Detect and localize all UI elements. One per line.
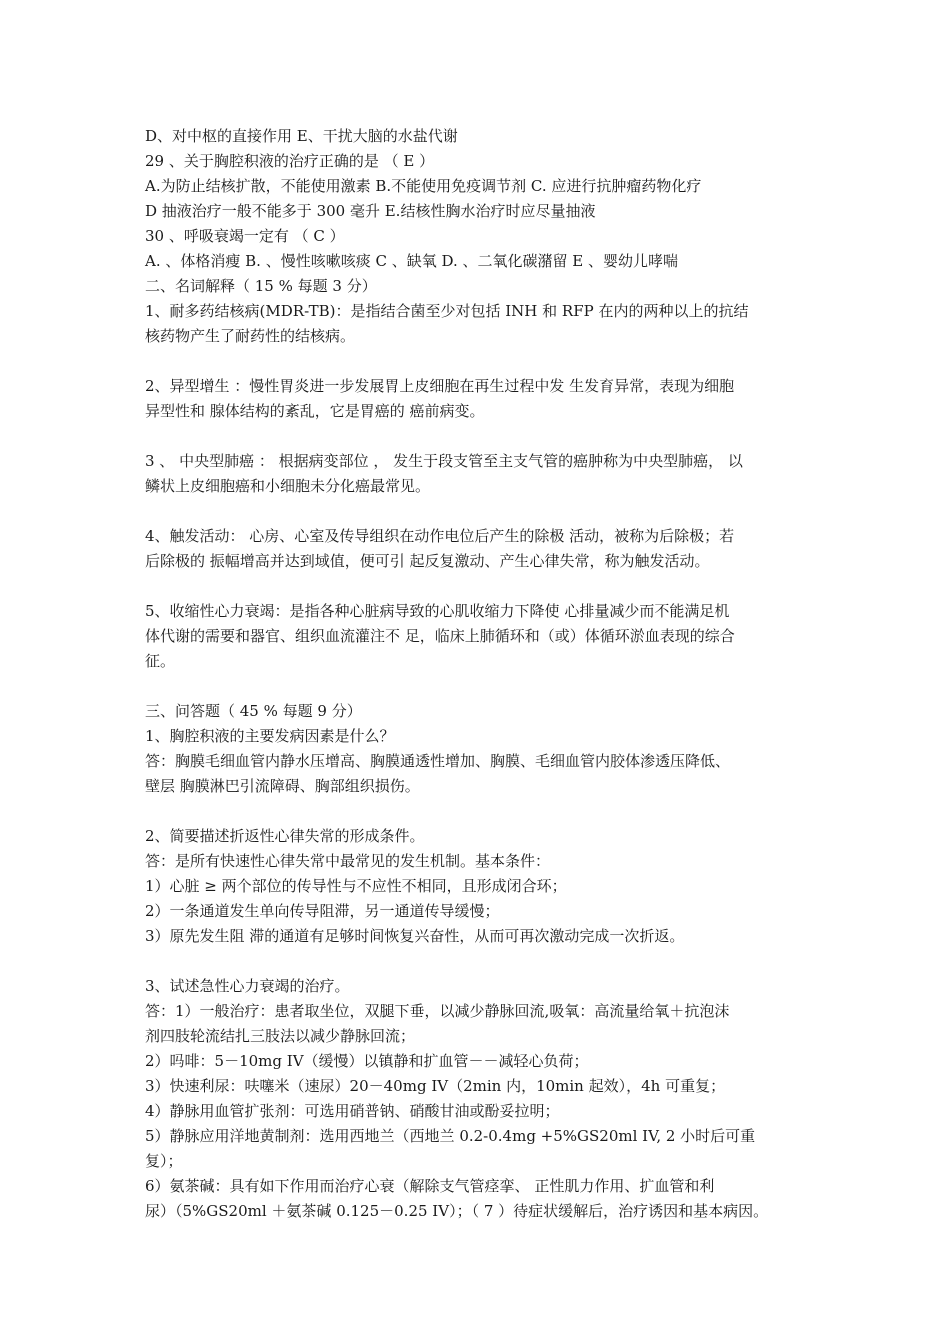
question-2-condition-3: 3）原先发生阻 滞的通道有足够时间恢复兴奋性，从而可再次激动完成一次折返。 [145,927,685,945]
definition-5-line-1: 5、收缩性心力衰竭：是指各种心脏病导致的心肌收缩力下降使 心排量减少而不能满足机 [145,602,730,620]
definition-5-line-3: 征。 [145,652,176,670]
spacer [145,949,825,974]
spacer [145,349,825,374]
spacer [145,674,825,699]
section-3-heading: 三、问答题（ 45 % 每题 9 分） [145,702,362,720]
question-3-answer-line-4: 3）快速利尿：呋噻米（速尿）20－40mg IV（2min 内，10min 起效），4h 可重复； [145,1077,726,1095]
question-3-answer-line-5: 4）静脉用血管扩张剂：可选用硝普钠、硝酸甘油或酚妥拉明； [145,1102,560,1120]
definition-1-line-1: 1、耐多药结核病(MDR-TB)：是指结合菌至少对包括 INH 和 RFP 在内的两种以上的抗结 [145,302,749,320]
question-29-options-d-e: D 抽液治疗一般不能多于 300 毫升 E.结核性胸水治疗时应尽量抽液 [145,202,596,220]
question-1-title: 1、胸腔积液的主要发病因素是什么？ [145,727,395,745]
spacer [145,574,825,599]
question-2-condition-2: 2）一条通道发生单向传导阻滞，另一通道传导缓慢； [145,902,500,920]
question-3-answer-line-2: 剂四肢轮流结扎三肢法以减少静脉回流； [145,1027,416,1045]
spacer [145,799,825,824]
definition-1-line-2: 核药物产生了耐药性的结核病。 [145,327,356,345]
question-3-answer-line-8: 6）氨茶碱：具有如下作用而治疗心衰（解除支气管痉挛、 正性肌力作用、扩血管和利 [145,1177,715,1195]
question-3-answer-line-6: 5）静脉应用洋地黄制剂：选用西地兰（西地兰 0.2-0.4mg +5%GS20ml IV, 2 小时后可重 [145,1127,756,1145]
spacer [145,499,825,524]
question-29-options-a-c: A.为防止结核扩散，不能使用激素 B.不能使用免疫调节剂 C. 应进行抗肿瘤药物化疗 [145,177,702,195]
section-2-heading: 二、名词解释（ 15 % 每题 3 分） [145,277,377,295]
document-page [145,124,825,1224]
question-2-title: 2、简要描述折返性心律失常的形成条件。 [145,827,425,845]
question-30: 30 、呼吸衰竭一定有 （ C ） [145,227,345,245]
question-2-answer-intro: 答：是所有快速性心律失常中最常见的发生机制。基本条件： [145,852,551,870]
definition-2-line-2: 异型性和 腺体结构的紊乱，它是胃癌的 癌前病变。 [145,402,485,420]
question-30-options: A. 、体格消瘦 B. 、慢性咳嗽咳痰 C 、缺氧 D. 、二氧化碳潴留 E 、婴幼儿哮喘 [145,252,678,270]
question-1-answer-line-1: 答：胸膜毛细血管内静水压增高、胸膜通透性增加、胸膜、毛细血管内胶体渗透压降低、 [145,752,731,770]
question-3-answer-line-1: 答：1）一般治疗：患者取坐位，双腿下垂，以减少静脉回流,吸氧：高流量给氧＋抗泡沫 [145,1002,730,1020]
question-29: 29 、关于胸腔积液的治疗正确的是 （ E ） [145,152,435,170]
question-2-condition-1: 1）心脏 ≥ 两个部位的传导性与不应性不相同，且形成闭合环； [145,877,567,895]
definition-4-line-2: 后除极的 振幅增高并达到域值，便可引 起反复激动、产生心律失常，称为触发活动。 [145,552,710,570]
definition-3-line-2: 鳞状上皮细胞癌和小细胞未分化癌最常见。 [145,477,431,495]
question-3-answer-line-9: 尿）（5%GS20ml ＋氨茶碱 0.125－0.25 IV）；（ 7 ）待症状缓解后，治疗诱因和基本病因。 [145,1202,769,1220]
spacer [145,424,825,449]
definition-3-line-1: 3 、 中央型肺癌 ： 根据病变部位 ， 发生于段支管至主支气管的癌肿称为中央型肺癌， 以 [145,452,743,470]
question-3-answer-line-3: 2）吗啡：5－10mg IV（缓慢）以镇静和扩血管－－减轻心负荷； [145,1052,589,1070]
mcq-option-line: D、对中枢的直接作用 E、干扰大脑的水盐代谢 [145,127,458,145]
definition-5-line-2: 体代谢的需要和器官、组织血流灌注不 足，临床上肺循环和（或）体循环淤血表现的综合 [145,627,735,645]
question-3-title: 3、试述急性心力衰竭的治疗。 [145,977,350,995]
definition-2-line-1: 2、异型增生 ：慢性胃炎进一步发展胃上皮细胞在再生过程中发 生发育异常，表现为细胞 [145,377,735,395]
definition-4-line-1: 4、触发活动： 心房、心室及传导组织在动作电位后产生的除极 活动，被称为后除极；若 [145,527,735,545]
question-1-answer-line-2: 壁层 胸膜淋巴引流障碍、胸部组织损伤。 [145,777,420,795]
question-3-answer-line-7: 复）； [145,1152,183,1170]
